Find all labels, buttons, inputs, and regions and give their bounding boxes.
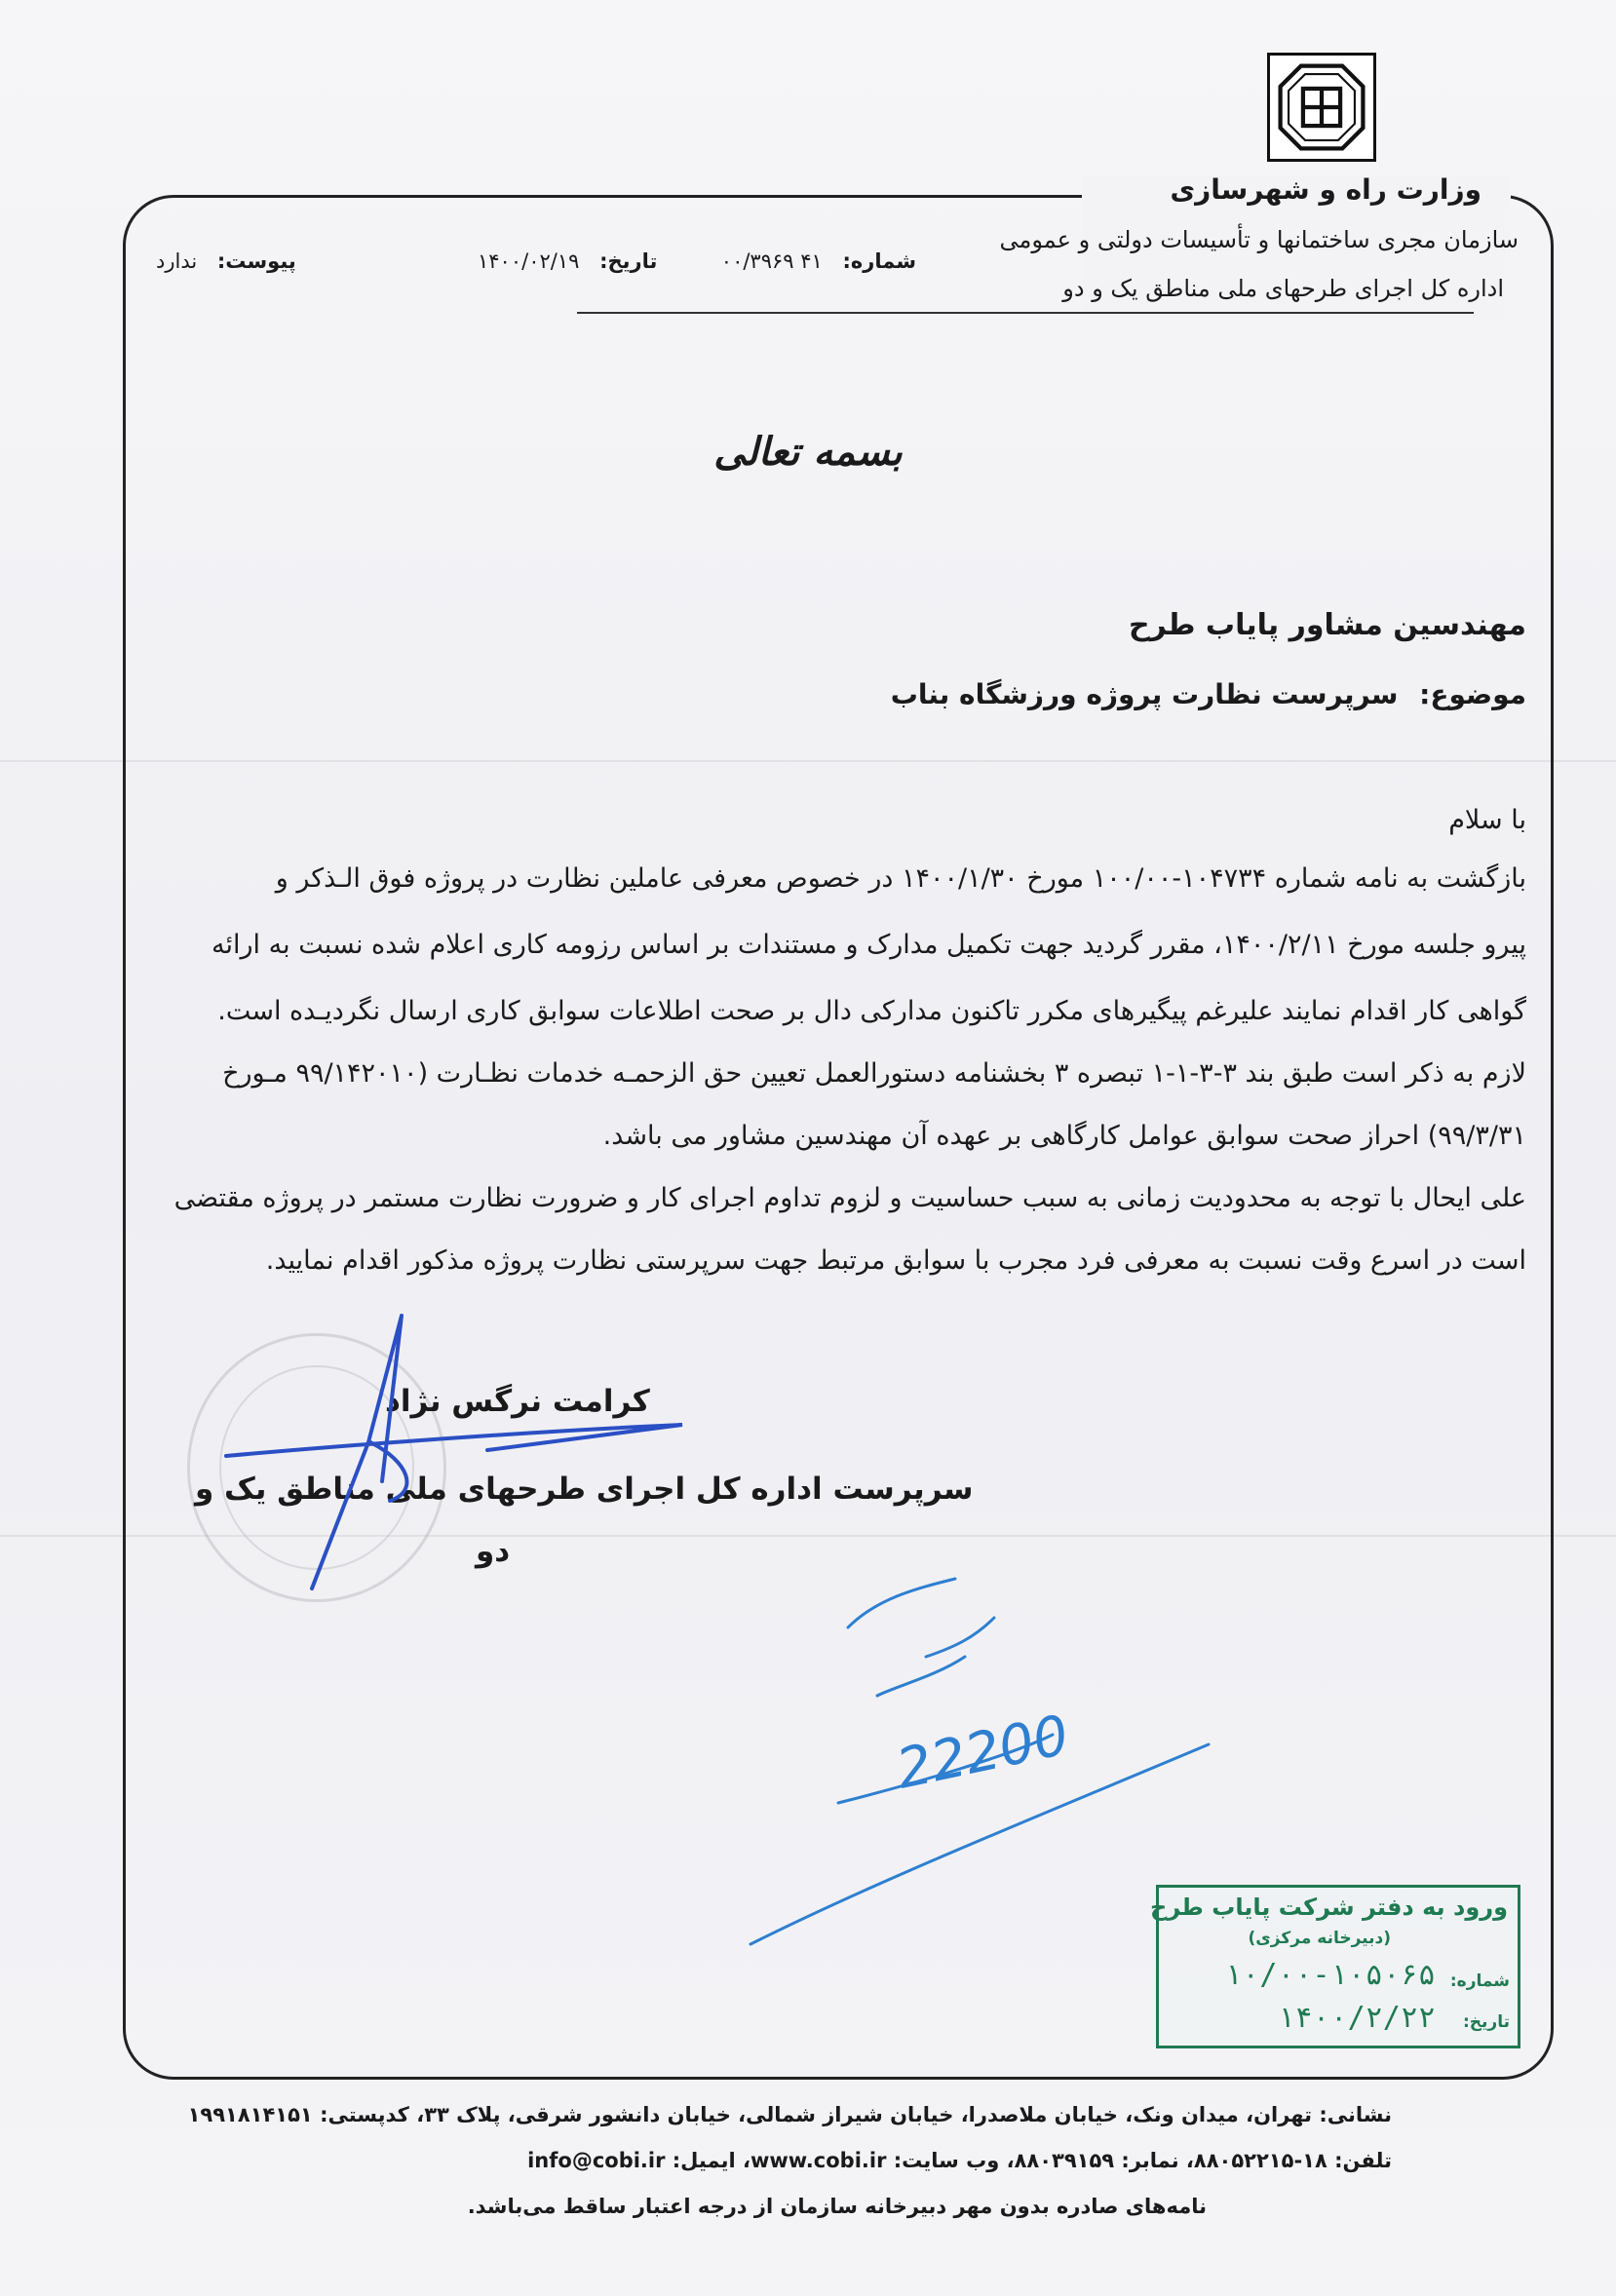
footer-address: نشانی: تهران، میدان ونک، خیابان ملاصدرا، خیابان شیراز شمالی، خیابان دانشور شرقی، پلاک ۳۳، کدپستی: ۱۹۹۱۸۱۴۱۵۱ <box>187 2103 1392 2126</box>
body-line: لازم به ذکر است طبق بند ۳-۳-۱-۱ تبصره ۳ بخشنامه دستورالعمل تعیین حق الزحمـه خدمات نظـارت (۹۹/۱۴۲۰۱۰ مـورخ <box>222 1058 1526 1089</box>
stamp-title: ورود به دفتر شرکت پایاب طرح <box>1150 1894 1508 1921</box>
footer-contact: تلفن: ۱۸-۸۸۰۵۲۲۱۵، نمابر: ۸۸۰۳۹۱۵۹، وب سایت: www.cobi.ir، ایمیل: info@cobi.ir <box>527 2149 1392 2172</box>
signer-title-cont: دو <box>476 1534 511 1569</box>
stamp-number-label: شماره: <box>1449 1971 1510 1991</box>
letter-number-value: ۴۱ ۰۰/۳۹۶۹ <box>720 249 823 273</box>
body-line: ۹۹/۳/۳۱) احراز صحت سوابق عوامل کارگاهی بر عهده آن مهندسین مشاور می باشد. <box>602 1121 1526 1151</box>
header-rule <box>577 312 1474 314</box>
stamp-number-value: ۱۰/۰۰-۱۰۵۰۶۵ <box>1224 1958 1436 1992</box>
attachment-value: ندارد <box>156 249 198 273</box>
signer-title: سرپرست اداره کل اجرای طرحهای ملی مناطق یک و <box>195 1472 974 1507</box>
letter-attachment <box>156 249 296 273</box>
ministry-name: وزارت راه و شهرسازی <box>1170 173 1481 206</box>
body-line: است در اسرع وقت نسبت به معرفی فرد مجرب با سوابق مرتبط جهت سرپرستی نظارت پروژه مذکور اقدام نمایید. <box>265 1245 1526 1276</box>
subject-line <box>891 678 1526 710</box>
stamp-date-value: ۱۴۰۰/۲/۲۲ <box>1277 2001 1436 2035</box>
subject-label: موضوع: <box>1419 678 1526 710</box>
bismillah-heading: بسمه تعالی <box>713 429 903 475</box>
ministry-logo <box>1267 53 1376 162</box>
greeting: با سلام <box>1448 805 1526 835</box>
body-line: گواهی کار اقدام نمایند علیرغم پیگیرهای مکرر تاکنون مدارکی دال بر صحت اطلاعات سوابق کاری ارسال نگردیـده است. <box>217 996 1526 1026</box>
receipt-stamp <box>1150 1885 1520 2048</box>
body-line: علی ایحال با توجه به محدودیت زمانی به سبب حساسیت و لزوم تداوم اجرای کار و ضرورت نظارت مستمر در پروژه مقتضی <box>173 1183 1526 1213</box>
letter-date-value: ۱۴۰۰/۰۲/۱۹ <box>478 249 580 273</box>
body-line: بازگشت به نامه شماره ۱۰۴۷۳۴-۱۰۰/۰۰ مورخ ۱۴۰۰/۱/۳۰ در خصوص معرفی عاملین نظارت در پروژه فوق الـذکر و <box>275 863 1526 894</box>
organization-name: سازمان مجری ساختمانها و تأسیسات دولتی و عمومی <box>999 226 1519 253</box>
body-line: پیرو جلسه مورخ ۱۴۰۰/۲/۱۱، مقرر گردید جهت تکمیل مدارک و مستندات بر اساس رزومه کاری اعلام شده نسبت به ارائه <box>212 930 1526 960</box>
signer-name: کرامت نرگس نژاد <box>385 1384 650 1419</box>
subject-value: سرپرست نظارت پروژه ورزشگاه بناب <box>890 678 1399 710</box>
letter-date-label: تاریخ: <box>599 249 658 273</box>
office-name: اداره کل اجرای طرحهای ملی مناطق یک و دو <box>1062 275 1504 302</box>
stamp-date-label: تاریخ: <box>1463 2012 1510 2032</box>
letter-number-label: شماره: <box>842 249 916 273</box>
logo-emblem-icon <box>1270 56 1373 159</box>
attachment-label: پیوست: <box>216 249 296 273</box>
stamp-subtitle: (دبیرخانه مرکزی) <box>1248 1929 1391 1948</box>
handwritten-number: 22200 <box>891 1703 1075 1802</box>
recipient: مهندسین مشاور پایاب طرح <box>1128 608 1526 642</box>
letter-date <box>478 249 657 273</box>
letter-number <box>721 249 916 273</box>
footer-note: نامه‌های صادره بدون مهر دبیرخانه سازمان از درجه اعتبار ساقط می‌باشد. <box>467 2195 1207 2218</box>
embossed-seal <box>187 1333 446 1602</box>
